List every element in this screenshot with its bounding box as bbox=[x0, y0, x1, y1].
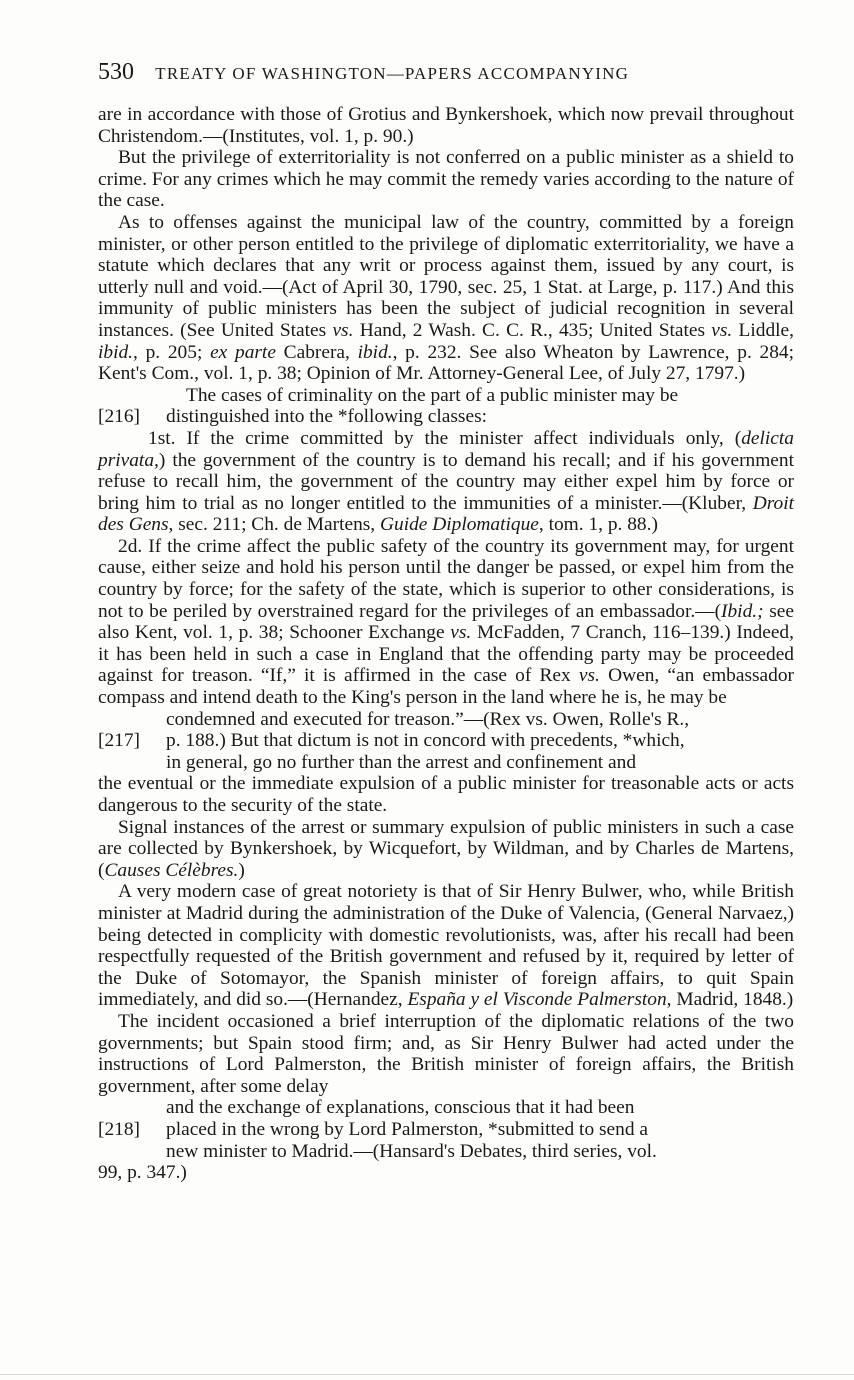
body-text bbox=[98, 104, 794, 1184]
paragraph-10-line-2: [218] placed in the wrong by Lord Palmerston, *submitted to send a bbox=[98, 1118, 648, 1140]
paragraph-10-line-1: and the exchange of explanations, conscious that it had been bbox=[166, 1097, 635, 1119]
paragraph-9: A very modern case of great notoriety is that of Sir Henry Bulwer, who, while British minister at Madrid during the administration of the Duke of Valencia, (General Narvaez,) being detected in complicity with domestic revolutionists, was, after his recall had been respectfully requested of the British government and refused by it, required by letter of the Duke of Sotomayor, the Spanish minister of foreign affairs, to quit Spain immediately, and did so.—(Hernandez, España y el Visconde Palmerston, Madrid, 1848.) bbox=[98, 881, 794, 1011]
paragraph-7-line-3: in general, go no further than the arrest and confinement and bbox=[166, 751, 637, 773]
paragraph-2: But the privilege of exterritoriality is not conferred on a public minister as a shield to crime. For any crimes which he may commit the remedy varies according to the nature of the case. bbox=[98, 147, 794, 212]
paragraph-4-line-2: [216] distinguished into the *following classes: bbox=[98, 406, 487, 428]
paragraph-8: Signal instances of the arrest or summary expulsion of public ministers in such a case are collected by Bynkershoek, by Wicquefort, by Wildman, and by Charles de Martens, (Causes Célèbres.) bbox=[98, 816, 794, 881]
paragraph-10-end: 99, p. 347.) bbox=[98, 1162, 187, 1184]
paragraph-1: are in accordance with those of Grotius and Bynkershoek, which now prevail throughout Christendom.—(Institutes, vol. 1, p. 90.) bbox=[98, 104, 794, 147]
running-title: TREATY OF WASHINGTON—PAPERS ACCOMPANYING bbox=[155, 64, 630, 83]
paragraph-7-rest: the eventual or the immediate expulsion of a public minister for treasonable acts or acts dangerous to the security of the state. bbox=[98, 773, 794, 816]
paragraph-4-line-1: The cases of criminality on the part of a public minister may be bbox=[186, 384, 679, 406]
paragraph-7-line-2: [217] p. 188.) But that dictum is not in concord with precedents, *which, bbox=[98, 730, 685, 752]
paragraph-7-line-1: condemned and executed for treason.”—(Rex vs. Owen, Rolle's R., bbox=[166, 708, 690, 730]
page-bottom-edge bbox=[0, 1374, 854, 1375]
paragraph-5: 1st. If the crime committed by the minister affect individuals only, (delicta privata,) the government of the country is to demand his recall; and if his government refuse to recall him, the government of the country may either expel him by force or bring him to trial as no longer entitled to the immunities of a minister.—(Kluber, Droit des Gens, sec. 211; Ch. de Martens, Guide Diplomatique, tom. 1, p. 88.) bbox=[98, 427, 794, 536]
page-header bbox=[98, 58, 798, 88]
paragraph-6: 2d. If the crime affect the public safety of the country its government may, for urgent cause, either seize and hold his person until the danger be passed, or expel him from the country by force; for the safety of the state, which is superior to other considerations, is not to be periled by overstrained regard for the privileges of an embassador.—(Ibid.; see also Kent, vol. 1, p. 38; Schooner Exchange vs. McFadden, 7 Cranch, 116–139.) Indeed, it has been held in such a case in England that the offending party may be proceeded against for treason. “If,” it is affirmed in the case of Rex vs. Owen, “an embassador compass and intend death to the King's person in the land where he is, he may be bbox=[98, 535, 795, 709]
paragraph-3: As to offenses against the municipal law of the country, committed by a foreign minister, or other person entitled to the privilege of diplomatic exterritoriality, we have a statute which declares that any writ or process against them, issued by any court, is utterly null and void.—(Act of April 30, 1790, sec. 25, 1 Stat. at Large, p. 117.) And this immunity of public ministers has been the subject of judicial recognition in several instances. (See United States vs. Hand, 2 Wash. C. C. R., 435; United States vs. Liddle, ibid., p. 205; ex parte Cabrera, ibid., p. 232. See also Wheaton by Lawrence, p. 284; Kent's Com., vol. 1, p. 38; Opinion of Mr. Attorney-General Lee, of July 27, 1797.) bbox=[98, 211, 794, 385]
paragraph-10: The incident occasioned a brief interruption of the diplomatic relations of the two governments; but Spain stood firm; and, as Sir Henry Bulwer had acted under the instructions of Lord Palmerston, the British minister of foreign affairs, the British government, after some delay bbox=[98, 1010, 794, 1097]
page-number: 530 bbox=[98, 59, 134, 85]
margin-note-216: [216] bbox=[98, 406, 141, 428]
margin-note-218: [218] bbox=[98, 1118, 141, 1140]
margin-note-217: [217] bbox=[98, 730, 141, 752]
paragraph-10-line-3: new minister to Madrid.—(Hansard's Debates, third series, vol. bbox=[166, 1140, 657, 1162]
